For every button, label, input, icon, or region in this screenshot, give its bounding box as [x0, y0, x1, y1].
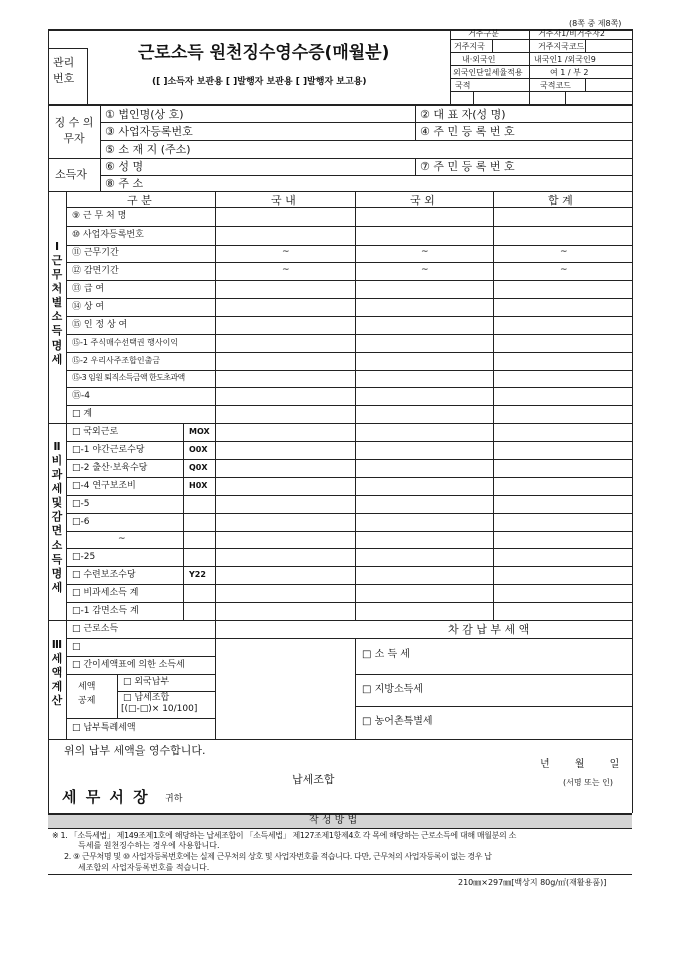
tax-union-label: 납세조합	[292, 773, 335, 786]
country-code-label: 국적코드	[540, 81, 571, 90]
tilde: ~	[560, 247, 568, 257]
row-overseas-work: □ 국외근로	[72, 427, 119, 437]
resident-region-code-label: 거주지국코드	[538, 42, 585, 51]
field-address: ⑤ 소 재 지 (주소)	[105, 143, 191, 156]
code-overseas-work: MOX	[189, 427, 210, 436]
section1-label: Ⅰ 근무처별소득명세	[51, 240, 63, 366]
receipt-statement: 위의 납부 세액을 영수합니다.	[64, 744, 206, 757]
field-representative: ② 대 표 자(성 명)	[420, 108, 506, 121]
row-business-number: ⑩ 사업자등록번호	[72, 230, 144, 240]
form-subtitle: ([ ]소득자 보관용 [ ]발행자 보관용 [ ]발행자 보고용)	[152, 77, 367, 87]
tax-office-chief: 세 무 서 장	[62, 788, 150, 806]
field-corp-name: ① 법인명(상 호)	[105, 108, 184, 121]
nationality-label: 내·외국인	[462, 55, 496, 64]
row-childcare-allowance: □-2 출산·보육수당	[72, 463, 148, 473]
tilde: ~	[421, 247, 429, 257]
field-earner-address: ⑧ 주 소	[105, 177, 144, 190]
row-special-tax: □ 납부특례세액	[72, 723, 136, 733]
net-tax-header: 차 감 납 부 세 액	[448, 623, 530, 636]
row-deemed-bonus: ⑮ 인 정 상 여	[72, 320, 128, 330]
signature-label: (서명 또는 인)	[563, 778, 613, 787]
row-reduced-total: □-1 감면소득 계	[72, 606, 139, 616]
row-blank: □	[72, 642, 81, 652]
code-night-allowance: O0X	[189, 445, 208, 454]
page-indicator: (8쪽 중 제8쪽)	[569, 19, 622, 28]
paper-spec: 210㎜×297㎜[백상지 80g/㎡(재활용품)]	[458, 878, 607, 887]
net-income-tax: □ 소 득 세	[362, 649, 410, 660]
row-nontax-ellipsis: ~	[118, 534, 126, 544]
receipt-date: 년 월 일	[540, 759, 620, 770]
row-total: □ 계	[72, 409, 93, 419]
field-earner-name: ⑥ 성 명	[105, 160, 144, 173]
row-nontax-total: □ 비과세소득 계	[72, 588, 139, 598]
code-training-allowance: Y22	[189, 570, 206, 579]
flat-tax-label: 외국인단일세율적용	[453, 68, 523, 77]
code-research-subsidy: H0X	[189, 481, 208, 490]
section3-label: Ⅲ 세액계산	[51, 638, 63, 708]
row-training-allowance: □ 수련보조수당	[72, 570, 136, 580]
instructions-title: 작 성 방 법	[309, 815, 358, 826]
row-simplified-table-tax: □ 간이세액표에 의한 소득세	[72, 660, 185, 670]
instruction-2: 2. ⑨ 근무처명 및 ⑩ 사업자등록번호에는 실제 근무처의 상호 및 사업자번호를 적습니다. 다만, 근무처의 사업자등록이 없는 경우 납	[64, 852, 492, 861]
row-research-subsidy: □-4 연구보조비	[72, 481, 136, 491]
code-childcare-allowance: Q0X	[189, 463, 208, 472]
resident-region-label: 거주지국	[454, 42, 485, 51]
tilde: ~	[282, 265, 290, 275]
row-15-4: ⑮-4	[72, 391, 90, 401]
row-union-credit: □ 납세조합	[123, 693, 170, 703]
mgmt-number-label: 관리 번호	[53, 56, 75, 85]
earner-label: 소득자	[55, 168, 87, 181]
col-foreign: 국 외	[410, 194, 435, 207]
form-title: 근로소득 원천징수영수증(매월분)	[138, 43, 390, 63]
section2-label: Ⅱ 비과세및감면소득명세	[51, 440, 63, 594]
instruction-2-cont: 세조합의 사업자등록번호를 적습니다.	[78, 863, 210, 872]
tilde: ~	[560, 265, 568, 275]
resident-type-label: 거주구분	[468, 29, 499, 38]
row-exec-retirement-excess: ⑮-3 임원 퇴직소득금액 한도초과액	[72, 373, 185, 382]
row-stock-option: ⑮-1 주식매수선택권 행사이익	[72, 338, 179, 347]
resident-type-value: 거주자1/비거주자2	[538, 29, 605, 38]
field-business-number: ③ 사업자등록번호	[105, 125, 193, 138]
row-nontax-25: □-25	[72, 552, 96, 562]
row-reduction-period: ⑫ 감면기간	[72, 266, 119, 276]
row-work-period: ⑪ 근무기간	[72, 248, 119, 258]
col-domestic: 국 내	[271, 194, 296, 207]
union-formula: [(□-□)× 10/100]	[121, 704, 198, 714]
tilde: ~	[421, 265, 429, 275]
field-earner-resident-number: ⑦ 주 민 등 록 번 호	[420, 160, 515, 173]
col-total: 합 계	[548, 194, 573, 207]
net-local-tax: □ 지방소득세	[362, 684, 423, 695]
withholder-label: 징 수 의무자	[54, 116, 94, 145]
col-category: 구 분	[127, 194, 152, 207]
tilde: ~	[282, 247, 290, 257]
honorific: 귀하	[165, 794, 183, 804]
row-earned-income: □ 근로소득	[72, 624, 119, 634]
instruction-1-cont: 득세를 원천징수하는 경우에 사용합니다.	[78, 841, 220, 850]
row-nontax-5: □-5	[72, 499, 90, 509]
row-nontax-6: □-6	[72, 517, 90, 527]
row-bonus: ⑭ 상 여	[72, 302, 105, 312]
row-workplace-name: ⑨ 근 무 처 명	[72, 211, 127, 221]
tax-credit-label: 세액 공제	[78, 682, 96, 706]
row-esop-withdrawal: ⑮-2 우리사주조합인출금	[72, 356, 161, 365]
field-resident-number: ④ 주 민 등 록 번 호	[420, 125, 515, 138]
net-rural-tax: □ 농어촌특별세	[362, 716, 433, 727]
row-salary: ⑬ 급 여	[72, 284, 105, 294]
country-label: 국적	[455, 81, 471, 90]
row-foreign-paid: □ 외국납부	[123, 677, 170, 687]
flat-tax-value: 여 1 / 부 2	[550, 68, 589, 77]
instruction-1: ※ 1. 「소득세법」 제149조제1호에 해당하는 납세조합이 「소득세법」 제127조제1항제4호 각 목에 해당하는 근로소득에 대해 매월분의 소	[52, 831, 517, 840]
row-night-allowance: □-1 야간근로수당	[72, 445, 145, 455]
nationality-value: 내국인1 /외국인9	[534, 55, 596, 64]
